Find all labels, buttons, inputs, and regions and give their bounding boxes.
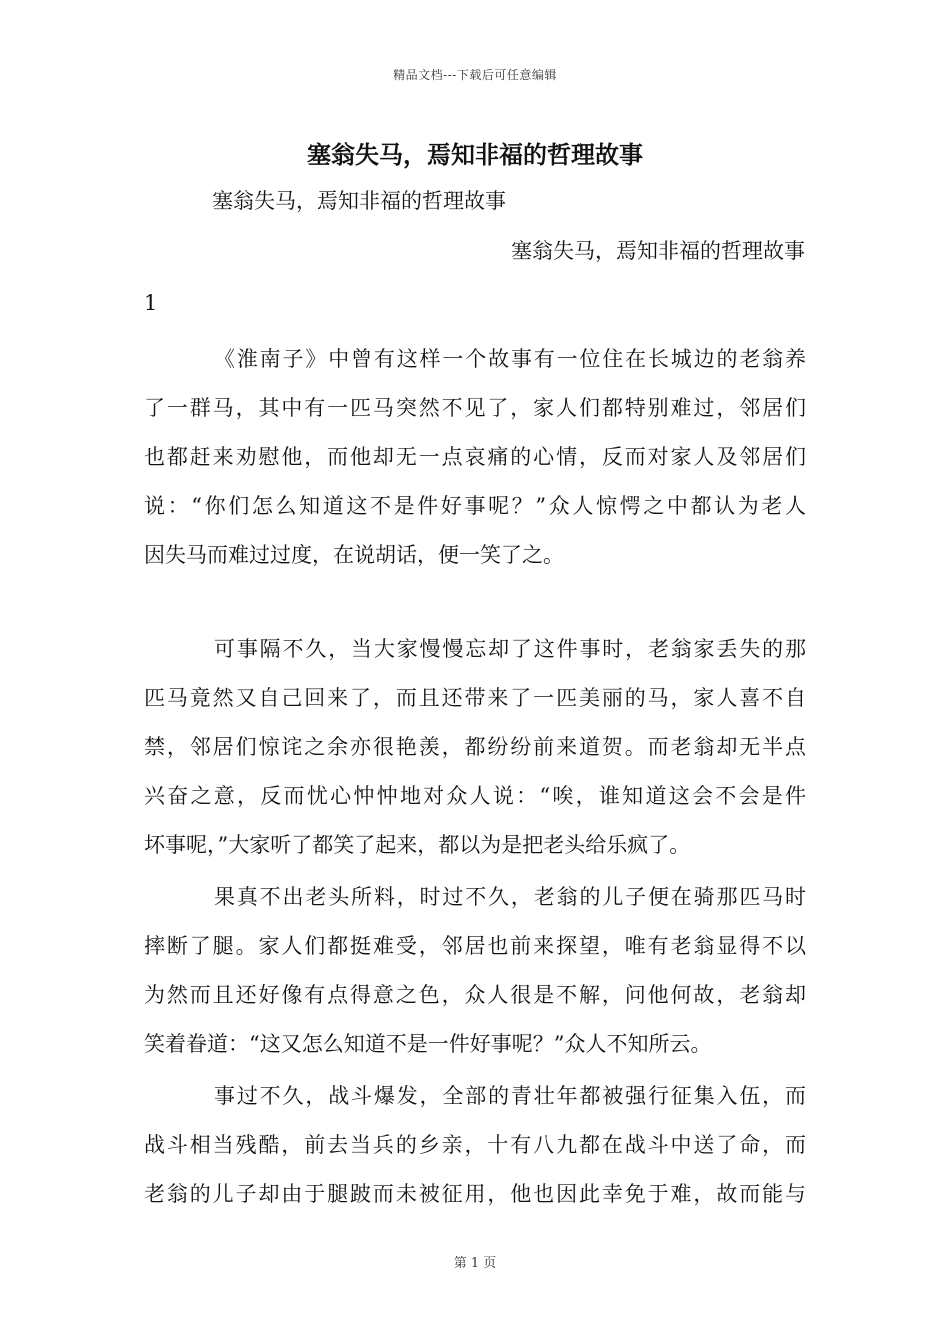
page-footer: 第 1 页 [453, 1256, 497, 1271]
paragraph-3 [144, 873, 806, 1069]
text-line: 兴奋之意，反而忧心忡忡地对众人说：“唉，谁知道这会不会是件 [144, 784, 806, 808]
text-line: 可事隔不久，当大家慢慢忘却了这件事时，老翁家丢失的那 [214, 637, 806, 661]
text-line: 摔断了腿。家人们都挺难受，邻居也前来探望，唯有老翁显得不以 [144, 934, 806, 958]
text-line: 禁，邻居们惊诧之余亦很艳羡，都纷纷前来道贺。而老翁却无半点 [144, 735, 806, 759]
subtitle-line-right: 塞翁失马，焉知非福的哲理故事 [511, 239, 805, 263]
text-line: 坏事呢，”大家听了都笑了起来，都以为是把老头给乐疯了。 [144, 833, 691, 857]
text-line: 果真不出老头所料，时过不久，老翁的儿子便在骑那匹马时 [214, 885, 806, 909]
paragraph-4 [144, 1072, 806, 1219]
text-line: 笑着眷道：“这又怎么知道不是一件好事呢？”众人不知所云。 [144, 1032, 712, 1056]
text-line: 也都赶来劝慰他，而他却无一点哀痛的心情，反而对家人及邻居们 [144, 445, 806, 469]
paragraph-1 [144, 335, 806, 580]
text-line: 老翁的儿子却由于腿跛而未被征用，他也因此幸免于难，故而能与 [144, 1182, 806, 1206]
text-line: 了一群马，其中有一匹马突然不见了，家人们都特别难过，邻居们 [144, 396, 806, 420]
section-number: 1 [144, 291, 158, 315]
text-line: 说：“你们怎么知道这不是件好事呢？”众人惊愕之中都认为老人 [144, 494, 806, 518]
text-line: 因失马而难过过度，在说胡话，便一笑了之。 [144, 543, 564, 567]
document-title: 塞翁失马，焉知非福的哲理故事 [307, 140, 643, 169]
subtitle-line: 塞翁失马，焉知非福的哲理故事 [212, 189, 506, 213]
text-line: 事过不久，战斗爆发，全部的青壮年都被强行征集入伍，而 [214, 1084, 806, 1108]
text-line: 为然而且还好像有点得意之色，众人很是不解，问他何故，老翁却 [144, 983, 806, 1007]
paragraph-2 [144, 625, 806, 870]
text-line: 《淮南子》中曾有这样一个故事有一位住在长城边的老翁养 [214, 347, 806, 371]
text-line: 匹马竟然又自己回来了，而且还带来了一匹美丽的马，家人喜不自 [144, 686, 806, 710]
text-line: 战斗相当残酷，前去当兵的乡亲，十有八九都在战斗中送了命，而 [144, 1133, 806, 1157]
page-header: 精品文档---下载后可任意编辑 [393, 68, 557, 82]
